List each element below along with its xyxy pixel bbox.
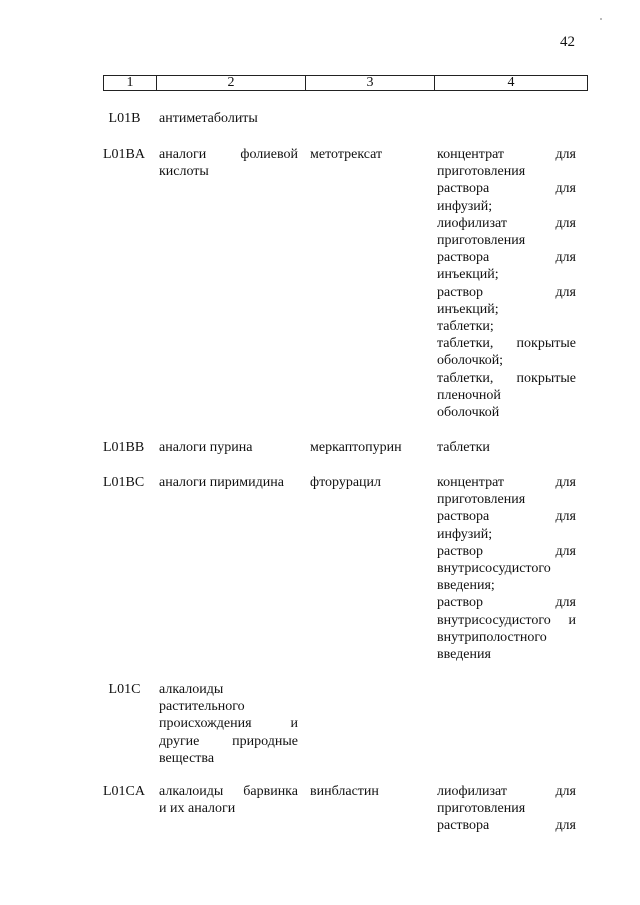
word: для <box>555 475 576 490</box>
word: для <box>555 543 576 559</box>
drug-name <box>310 439 432 456</box>
word: раствора <box>437 250 490 266</box>
dosage-forms-line: инфузий; <box>437 526 493 542</box>
atc-code: L01C <box>108 682 141 697</box>
drug-name-line: меркаптопурин <box>310 440 402 455</box>
dosage-forms-line: инфузий; <box>437 198 493 214</box>
dosage-forms-line <box>437 817 576 834</box>
dosage-forms <box>437 146 576 421</box>
group-name-line: алкалоиды <box>159 682 224 697</box>
dosage-forms-line: оболочкой <box>437 405 500 421</box>
group-name <box>159 474 298 491</box>
word: барвинка <box>243 784 298 799</box>
dosage-forms-line <box>437 284 576 301</box>
drug-name <box>310 474 432 491</box>
group-name-line <box>159 715 298 732</box>
column-header-1: 1 <box>104 76 157 91</box>
atc-code: L01CA <box>103 784 145 799</box>
dosage-forms-line <box>437 474 576 491</box>
word: для <box>555 181 576 197</box>
group-name-line: вещества <box>159 750 215 766</box>
word: другие <box>159 733 200 749</box>
word: и <box>568 612 576 628</box>
dosage-forms-line: внутрисосудистого <box>437 561 551 577</box>
dosage-forms-line: таблетки <box>437 440 490 455</box>
word: для <box>555 147 576 162</box>
group-name-line: кислоты <box>159 164 209 180</box>
drug-name <box>310 146 432 163</box>
word: для <box>555 509 576 525</box>
word: раствор <box>437 595 484 611</box>
group-name-line: и их аналоги <box>159 801 236 817</box>
drug-name-line: метотрексат <box>310 147 383 162</box>
word: покрытые <box>516 370 576 386</box>
word: таблетки, <box>437 370 494 386</box>
word: раствор <box>437 543 484 559</box>
dosage-forms-line <box>437 215 576 232</box>
dosage-forms-line <box>437 146 576 163</box>
dosage-forms-line <box>437 612 576 629</box>
drug-name-line: фторурацил <box>310 475 382 490</box>
drug-name <box>310 783 432 800</box>
column-header-2: 2 <box>157 76 306 91</box>
column-header-table <box>103 75 588 91</box>
dosage-forms-line <box>437 783 576 800</box>
word: внутрисосудистого <box>437 612 551 628</box>
dosage-forms-line: приготовления <box>437 801 526 817</box>
dosage-forms-line <box>437 180 576 197</box>
column-header-4: 4 <box>435 76 588 91</box>
group-name-line: растительного <box>159 699 245 715</box>
word: раствора <box>437 509 490 525</box>
dosage-forms-line: инъекций; <box>437 301 499 317</box>
drug-name-line: винбластин <box>310 784 379 799</box>
word: таблетки, <box>437 336 494 352</box>
group-name-line <box>159 146 298 163</box>
word: для <box>555 284 576 300</box>
group-name-line: аналоги пурина <box>159 440 253 455</box>
dosage-forms-line: таблетки; <box>437 319 494 335</box>
group-name <box>159 439 298 456</box>
group-name <box>159 110 298 127</box>
word: раствора <box>437 818 490 834</box>
word: и <box>290 716 298 732</box>
group-name-line: антиметаболиты <box>159 111 258 126</box>
dosage-forms-line: введения; <box>437 578 495 594</box>
scan-speck <box>600 18 602 20</box>
word: происхождения <box>159 716 252 732</box>
word: лиофилизат <box>437 784 508 799</box>
group-name <box>159 146 298 180</box>
word: раствора <box>437 181 490 197</box>
word: раствор <box>437 284 484 300</box>
group-name <box>159 681 298 767</box>
group-name-line <box>159 783 298 800</box>
word: для <box>555 250 576 266</box>
dosage-forms-line: введения <box>437 647 491 663</box>
word: покрытые <box>516 336 576 352</box>
word: концентрат <box>437 147 505 162</box>
word: для <box>555 215 576 231</box>
word: концентрат <box>437 475 505 490</box>
dosage-forms-line: инъекций; <box>437 267 499 283</box>
group-name-line: аналоги пиримидина <box>159 475 284 490</box>
dosage-forms-line <box>437 543 576 560</box>
word: природные <box>232 733 298 749</box>
atc-code: L01B <box>108 111 141 126</box>
group-name <box>159 783 298 817</box>
atc-code: L01BB <box>103 440 145 455</box>
column-header-3: 3 <box>306 76 435 91</box>
dosage-forms-line <box>437 370 576 387</box>
dosage-forms-line <box>437 249 576 266</box>
dosage-forms-line: оболочкой; <box>437 353 504 369</box>
word: фолиевой <box>240 147 298 162</box>
dosage-forms <box>437 474 576 663</box>
dosage-forms-line <box>437 335 576 352</box>
dosage-forms-line: приготовления <box>437 492 526 508</box>
word: алкалоиды <box>159 784 224 799</box>
atc-code: L01BC <box>103 475 145 490</box>
word: лиофилизат <box>437 215 508 231</box>
word: для <box>555 818 576 834</box>
atc-code: L01BA <box>103 147 145 162</box>
group-name-line <box>159 733 298 750</box>
dosage-forms-line <box>437 594 576 611</box>
dosage-forms-line: пленочной <box>437 387 501 403</box>
word: для <box>555 784 576 799</box>
dosage-forms <box>437 439 576 456</box>
dosage-forms-line: внутриполостного <box>437 629 547 645</box>
dosage-forms <box>437 783 576 835</box>
word: для <box>555 595 576 611</box>
dosage-forms-line: приготовления <box>437 164 526 180</box>
word: аналоги <box>159 147 207 162</box>
page-number: 42 <box>560 34 575 50</box>
dosage-forms-line: приготовления <box>437 233 526 249</box>
dosage-forms-line <box>437 508 576 525</box>
